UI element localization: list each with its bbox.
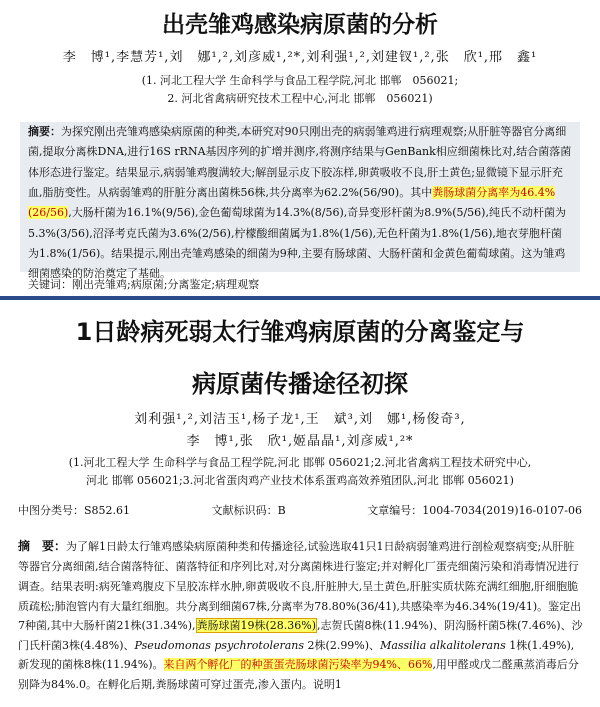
paper1-affiliation-1: (1. 河北工程大学 生命科学与食品工程学院,河北 邯郸 056021; (141, 74, 459, 87)
paper1-abstract-before: 为探究刚出壳雏鸡感染病原菌的种类,本研究对90只刚出壳的病弱雏鸡进行病理观察;从肝脏等器官分离细菌,提取分离株DNA,进行16S rRNA基因序列的扩增并测序,将测序结果与GenBank相应细菌株比对,结合菌落菌体形态进行鉴定。结果显示,病弱雏鸡腹满较大;解剖显示皮下胶冻样,卵黄吸收不良,肝土黄色;显微镜下显示肝充血,脂肪变性。从病弱雏鸡的肝脏分离出菌株56株,共分离率为62.2%(56/90)。其中 (28, 125, 572, 200)
paper2-abstract-b: ,志贺氏菌8株(11.94%)、阴沟肠杆菌5株(7.46%)、沙门氏杆菌3株(4.48%)、 (18, 619, 583, 652)
paper2-article-no: 文章编号：1004-7034(2019)16-0107-06 (367, 504, 582, 517)
paper1-abstract-after: ,大肠杆菌为16.1%(9/56),金色葡萄球菌为14.3%(8/56),奇异变形杆菌为8.9%(5/56),纯氏不动杆菌为5.3%(3/56),沼泽考克氏菌为3.6%(2/56),柠檬酸细菌属为1.8%(1/56),无色杆菌为1.8%(1/56),地衣芽胞杆菌为1.8%(1/56)。结果提示,刚出壳雏鸡感染的细菌为9种,主要有肠球菌、大肠杆菌和金黄色葡萄球菌。这为雏鸡细菌感染的防治奠定了基础。 (28, 206, 566, 281)
paper2-meta-row (18, 502, 582, 518)
paper2-clc: 中图分类号：S852.61 (18, 504, 131, 517)
paper2-abstract-e: ,用甲醛或戊二醛熏蒸消毒后分别降为84%.0。在孵化后期,粪肠球菌可穿过蛋壳,渗入蛋内。说明1 (18, 658, 579, 691)
paper1-affiliation-2: 2. 河北省禽病研究技术工程中心,河北 邯郸 056021) (167, 92, 433, 105)
paper1-abstract-box (20, 122, 580, 281)
paper2-abstract-a: 为了解1日龄太行雏鸡感染病原菌种类和传播途径,试验选取41只1日龄病弱雏鸡进行剖检观察病变;从肝脏等器官分离细菌,结合菌落特征、菌落特征和序列比对,对分离菌株进行鉴定;并对孵化厂蛋壳细菌污染和消毒情况进行调查。结果表明:病死雏鸡腹皮下呈胶冻样水肿,卵黄吸收不良,肝脏肿大,呈土黄色,肝脏实质状陈充满红细胞,肝细胞脆质疏松;肺泡管内有大量红细胞。共分离到细菌67株,分离率为78.80%(36/41),共感染率为46.34%(19/41)。鉴定出7种菌,其中大肠杆菌21株(31.34%), (18, 540, 582, 633)
paper2-affiliation-2: 河北 邯郸 056021;3.河北省蛋肉鸡产业技术体系蛋鸡高效养殖团队,河北 邯郸 056021) (86, 474, 514, 487)
paper1-abstract (20, 122, 580, 285)
paper2-abstract-highlight-1: 粪肠球菌19株(28.36%) (196, 619, 317, 633)
paper2-authors-line2: 李 博¹,张 欣¹,姬晶晶¹,刘彦威¹,²* (186, 434, 414, 449)
paper2-authors-line1: 刘利强¹,²,刘洁玉¹,杨子龙¹,王 斌³,刘 娜¹,杨俊奇³, (134, 412, 466, 427)
paper1-title: 出壳雏鸡感染病原菌的分析 (162, 12, 438, 38)
paper2-abstract-species-1: Pseudomonas psychrotolerans (134, 638, 305, 652)
paper2-abstract-species-2: Massilia alkalitolerans (380, 638, 506, 652)
paper2-abstract-highlight-2: 来自两个孵化厂的种蛋蛋壳肠球菌污染率为94%、66% (163, 658, 433, 672)
paper1-abstract-label: 摘要： (28, 125, 61, 138)
paper1-panel (0, 0, 600, 296)
paper2-abstract-c: 2株(2.99%)、 (304, 638, 381, 652)
paper2-title-line1: 1日龄病死弱太行雏鸡病原菌的分离鉴定与 (75, 318, 525, 346)
paper1-authors: 李 博¹,李慧芳¹,刘 娜¹,²,刘彦威¹,²*,刘利强¹,²,刘建钗¹,²,张 欣¹,邢 鑫¹ (62, 50, 538, 65)
paper2-title-line2: 病原菌传播途径初探 (192, 370, 408, 398)
paper2-panel (0, 300, 600, 707)
paper2-abstract-label: 摘 要： (18, 539, 67, 553)
paper2-abstract (18, 536, 584, 694)
paper2-abstract-d: 1株(1.49%),新发现的菌株8株(11.94%)。 (18, 638, 575, 672)
paper1-abstract-highlight: 粪肠球菌分离率为46.4%(26/56) (28, 186, 556, 220)
paper2-doc-code: 文献标识码：B (211, 504, 286, 517)
paper1-keywords: 关键词：刚出壳雏鸡;病原菌;分离鉴定;病理观察 (28, 278, 260, 291)
paper2-affiliation-1: (1.河北工程大学 生命科学与食品工程学院,河北 邯郸 056021;2.河北省禽病工程技术研究中心, (68, 456, 532, 469)
